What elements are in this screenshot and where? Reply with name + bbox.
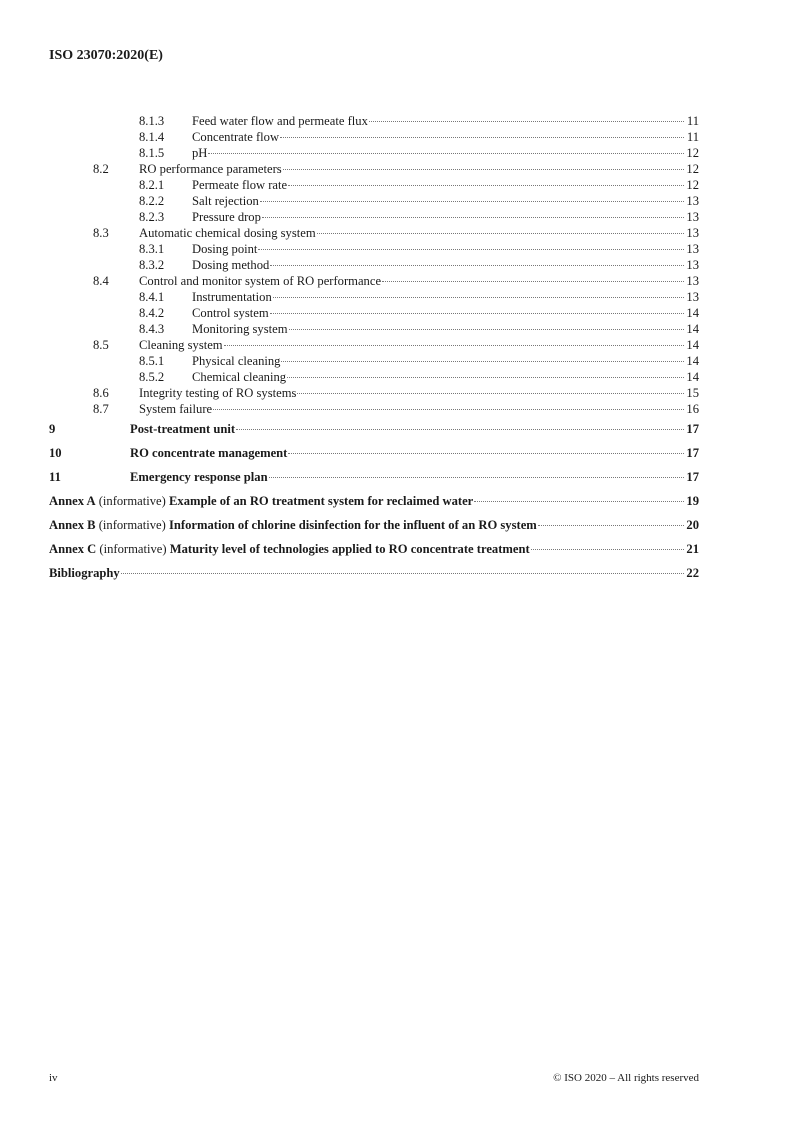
- table-of-contents: [49, 113, 699, 585]
- toc-entry-title: Monitoring system: [192, 322, 288, 336]
- toc-entry-title: Salt rejection: [192, 194, 259, 208]
- toc-entry-page: 14: [686, 370, 699, 384]
- annex-label: Annex B: [49, 518, 96, 532]
- toc-entry-number: 8.7: [93, 402, 109, 416]
- toc-entry[interactable]: [49, 441, 699, 465]
- toc-entry-number: 8.1.3: [139, 114, 165, 128]
- annex-title: Information of chlorine disinfection for the influent of an RO system: [169, 518, 537, 532]
- toc-entry[interactable]: [49, 305, 699, 321]
- annex-label: Annex C: [49, 542, 97, 556]
- toc-entry-title: Chemical cleaning: [192, 370, 287, 384]
- toc-entry-page: 13: [686, 194, 699, 208]
- dot-leader: [474, 501, 684, 502]
- toc-entry[interactable]: [49, 241, 699, 257]
- toc-entry-page: 12: [686, 146, 699, 160]
- toc-entry-number: 8.5.2: [139, 370, 165, 384]
- toc-entry-title: Dosing method: [192, 258, 270, 272]
- toc-entry-page: 22: [686, 566, 699, 580]
- annex-note: (informative): [98, 518, 166, 532]
- toc-entry-number: 8.6: [93, 386, 109, 400]
- toc-entry-page: 16: [686, 402, 699, 416]
- toc-entry-number: 8.4.1: [139, 290, 165, 304]
- toc-entry-page: 12: [686, 178, 699, 192]
- dot-leader: [287, 377, 684, 378]
- annex-title: Example of an RO treatment system for reclaimed water: [169, 494, 474, 508]
- toc-entry-number: 8.5: [93, 338, 109, 352]
- toc-entry-number: 8.4.3: [139, 322, 165, 336]
- dot-leader: [283, 169, 684, 170]
- toc-entry-number: 10: [49, 446, 62, 460]
- dot-leader: [288, 453, 684, 454]
- dot-leader: [269, 477, 684, 478]
- toc-entry-number: 11: [49, 470, 61, 484]
- dot-leader: [531, 549, 684, 550]
- toc-entry-title: Control system: [192, 306, 269, 320]
- dot-leader: [236, 429, 684, 430]
- toc-entry-title: [49, 537, 530, 561]
- toc-entry-title: Pressure drop: [192, 210, 261, 224]
- toc-entry-page: 14: [686, 306, 699, 320]
- toc-entry-number: 8.3.2: [139, 258, 165, 272]
- annex-label: Annex A: [49, 494, 96, 508]
- toc-entry[interactable]: [49, 289, 699, 305]
- toc-entry-page: 15: [686, 386, 699, 400]
- annex-note: (informative): [98, 494, 166, 508]
- toc-entry-title: Automatic chemical dosing system: [139, 226, 316, 240]
- dot-leader: [258, 249, 684, 250]
- dot-leader: [289, 329, 684, 330]
- toc-entry-number: 8.2.2: [139, 194, 165, 208]
- toc-entry[interactable]: [49, 353, 699, 369]
- dot-leader: [270, 313, 684, 314]
- dot-leader: [317, 233, 684, 234]
- dot-leader: [208, 153, 684, 154]
- toc-entry-title: pH: [192, 146, 208, 160]
- toc-entry[interactable]: [49, 209, 699, 225]
- annex-title: Maturity level of technologies applied to RO concentrate treatment: [169, 542, 530, 556]
- toc-entry-number: 8.4: [93, 274, 109, 288]
- dot-leader: [369, 121, 684, 122]
- dot-leader: [213, 409, 684, 410]
- toc-entry-page: 19: [686, 494, 699, 508]
- toc-entry[interactable]: [49, 537, 699, 561]
- dot-leader: [270, 265, 684, 266]
- toc-entry-number: 8.1.5: [139, 146, 165, 160]
- toc-entry-page: 13: [686, 210, 699, 224]
- toc-entry-page: 13: [686, 274, 699, 288]
- toc-entry-page: 17: [686, 446, 699, 460]
- toc-entry-title: System failure: [139, 402, 213, 416]
- toc-entry-page: 14: [686, 338, 699, 352]
- document-id-header: ISO 23070:2020(E): [49, 48, 163, 63]
- toc-entry[interactable]: [49, 161, 699, 177]
- toc-entry[interactable]: [49, 177, 699, 193]
- toc-entry[interactable]: [49, 145, 699, 161]
- toc-entry[interactable]: [49, 113, 699, 129]
- toc-entry-page: 13: [686, 258, 699, 272]
- toc-entry-title: Instrumentation: [192, 290, 272, 304]
- toc-entry-title: Integrity testing of RO systems: [139, 386, 297, 400]
- toc-entry-title: Physical cleaning: [192, 354, 281, 368]
- dot-leader: [538, 525, 684, 526]
- dot-leader: [288, 185, 684, 186]
- toc-entry-title: Dosing point: [192, 242, 258, 256]
- toc-entry[interactable]: [49, 513, 699, 537]
- toc-entry[interactable]: [49, 257, 699, 273]
- toc-entry-number: 8.2.1: [139, 178, 165, 192]
- dot-leader: [273, 297, 684, 298]
- toc-entry[interactable]: [49, 465, 699, 489]
- toc-entry-page: 14: [686, 322, 699, 336]
- toc-entry-title: [49, 513, 537, 537]
- annex-note: (informative): [99, 542, 167, 556]
- toc-entry-page: 14: [686, 354, 699, 368]
- dot-leader: [262, 217, 684, 218]
- toc-entry-title: Permeate flow rate: [192, 178, 288, 192]
- dot-leader: [297, 393, 684, 394]
- toc-entry-number: 8.5.1: [139, 354, 165, 368]
- toc-entry-title: Post-treatment unit: [130, 422, 236, 436]
- toc-entry-number: 8.3: [93, 226, 109, 240]
- toc-entry[interactable]: [49, 369, 699, 385]
- toc-entry-title: Emergency response plan: [130, 470, 268, 484]
- toc-entry[interactable]: [49, 337, 699, 353]
- toc-entry-page: 13: [686, 290, 699, 304]
- toc-entry-number: 8.2.3: [139, 210, 165, 224]
- toc-entry-title: Feed water flow and permeate flux: [192, 114, 368, 128]
- toc-entry-title: Control and monitor system of RO performance: [139, 274, 382, 288]
- toc-entry-title: Concentrate flow: [192, 130, 280, 144]
- dot-leader: [121, 573, 684, 574]
- toc-entry-title: Bibliography: [49, 566, 120, 580]
- toc-entry[interactable]: [49, 561, 699, 585]
- toc-entry[interactable]: [49, 417, 699, 441]
- dot-leader: [280, 137, 684, 138]
- toc-entry-page: 17: [686, 470, 699, 484]
- toc-entry-number: 8.3.1: [139, 242, 165, 256]
- toc-entry-page: 13: [686, 226, 699, 240]
- toc-entry-page: 21: [686, 542, 699, 556]
- toc-entry[interactable]: [49, 321, 699, 337]
- page-number: iv: [49, 1072, 58, 1084]
- dot-leader: [281, 361, 684, 362]
- copyright-notice: © ISO 2020 – All rights reserved: [553, 1072, 699, 1084]
- toc-entry-page: 17: [686, 422, 699, 436]
- toc-entry[interactable]: [49, 489, 699, 513]
- toc-entry-title: RO concentrate management: [130, 446, 288, 460]
- toc-entry-number: 8.1.4: [139, 130, 165, 144]
- toc-entry-page: 20: [686, 518, 699, 532]
- toc-entry-number: 8.2: [93, 162, 109, 176]
- toc-entry-title: RO performance parameters: [139, 162, 282, 176]
- dot-leader: [224, 345, 684, 346]
- toc-entry[interactable]: [49, 225, 699, 241]
- toc-entry[interactable]: [49, 385, 699, 401]
- toc-entry-title: [49, 489, 473, 513]
- toc-entry-page: 13: [686, 242, 699, 256]
- dot-leader: [382, 281, 684, 282]
- toc-entry-page: 12: [686, 162, 699, 176]
- toc-entry[interactable]: [49, 129, 699, 145]
- toc-entry[interactable]: [49, 193, 699, 209]
- dot-leader: [260, 201, 684, 202]
- toc-entry-page: 11: [686, 114, 699, 128]
- toc-entry-page: 11: [686, 130, 699, 144]
- toc-entry[interactable]: [49, 273, 699, 289]
- page-footer: [49, 1072, 699, 1084]
- toc-entry-title: Cleaning system: [139, 338, 223, 352]
- toc-entry-number: 9: [49, 422, 56, 436]
- toc-entry-number: 8.4.2: [139, 306, 165, 320]
- toc-entry[interactable]: [49, 401, 699, 417]
